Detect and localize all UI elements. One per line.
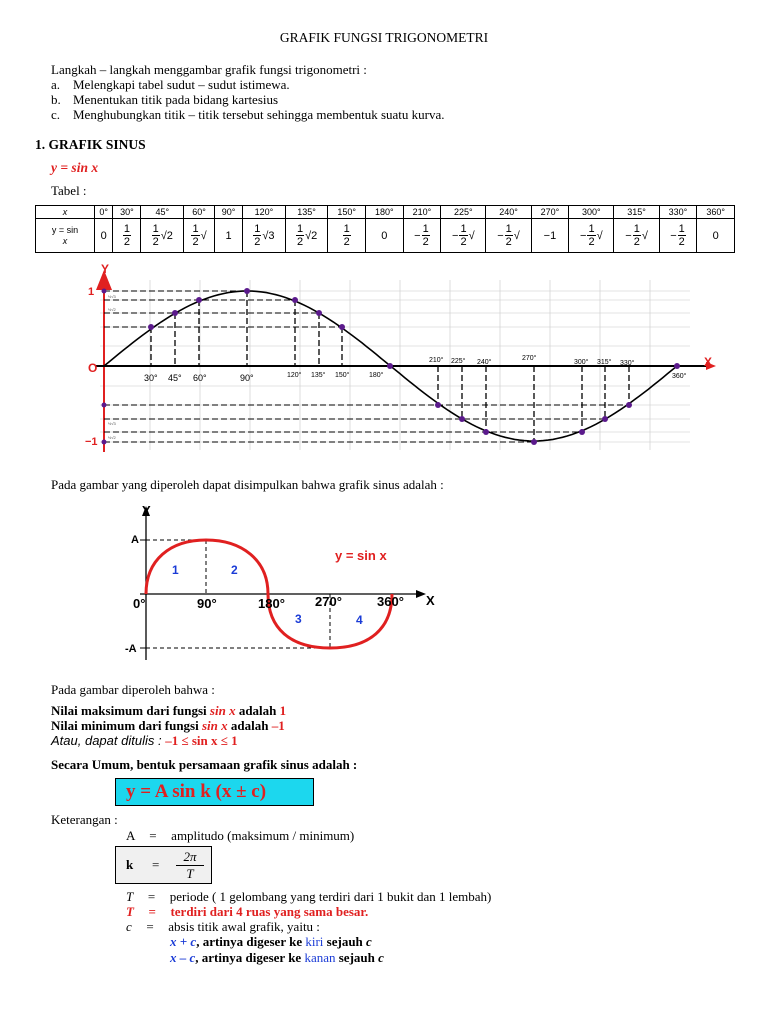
value-radical: √ [468, 229, 475, 242]
min-value-line: Nilai minimum dari fungsi sin x adalah –1 [51, 718, 285, 733]
svg-text:150°: 150° [335, 372, 350, 379]
svg-text:60°: 60° [193, 373, 207, 383]
svg-text:0°: 0° [133, 596, 146, 611]
table-angle-cell: 150° [328, 206, 366, 219]
small-label: ½√3 [108, 421, 116, 426]
value-radical: √3 [262, 229, 275, 242]
svg-text:300°: 300° [574, 359, 589, 366]
value-radical: √2 [160, 229, 173, 242]
sine-graph-detailed [85, 258, 735, 458]
table-value-cell [328, 219, 366, 253]
svg-text:90°: 90° [240, 373, 254, 383]
value-sign: − [414, 229, 421, 242]
y-axis-label: Y [101, 262, 110, 276]
svg-text:120°: 120° [287, 372, 302, 379]
equation-label: y = sin x [51, 160, 99, 175]
svg-text:30°: 30° [144, 373, 158, 383]
table-angle-cell: 120° [243, 206, 286, 219]
svg-text:210°: 210° [429, 357, 444, 364]
amplitude-label: A [131, 534, 139, 546]
value-fraction: $\frac{1}{2}$ [505, 223, 512, 248]
small-label: ½√2 [108, 307, 116, 312]
max-value-line: Nilai maksimum dari fungsi sin x adalah 1 [51, 703, 287, 718]
value-whole: 0 [100, 229, 107, 242]
table-angle-cell: 210° [403, 206, 441, 219]
label-origin: O [88, 361, 98, 375]
table-angle-cell: 270° [531, 206, 569, 219]
table-angle-cell: 45° [141, 206, 184, 219]
table-header-label: x [36, 206, 95, 219]
note-phase: c = absis titik awal grafik, yaitu : [126, 919, 320, 934]
intro-step: c. Menghubungkan titik – titik tersebut sehingga membentuk suatu kurva. [51, 107, 445, 122]
svg-text:240°: 240° [477, 359, 492, 366]
label-minus-one: −1 [85, 436, 98, 448]
value-table [35, 205, 735, 253]
table-value-cell [243, 219, 286, 253]
k-formula-box: k = 2π T [115, 846, 212, 884]
range-line: Atau, dapat ditulis : –1 ≤ sin x ≤ 1 [51, 733, 238, 748]
table-angle-cell: 0° [95, 206, 113, 219]
table-value-cell [697, 219, 735, 253]
small-label: ½√2 [108, 435, 116, 440]
value-fraction: $\frac{1}{2}$ [192, 223, 199, 248]
notes-label: Keterangan : [51, 812, 118, 827]
table-value-cell [366, 219, 404, 253]
value-radical: √ [200, 229, 207, 242]
svg-text:360°: 360° [377, 594, 404, 609]
angle-labels-upper [144, 371, 384, 383]
svg-text:360°: 360° [672, 373, 687, 380]
table-value-cell [215, 219, 243, 253]
value-sign: − [497, 229, 504, 242]
svg-text:45°: 45° [168, 373, 182, 383]
conclusion-text: Pada gambar yang diperoleh dapat disimpulkan bahwa grafik sinus adalah : [51, 477, 444, 492]
table-value-cell [285, 219, 328, 253]
y-axis-label-2: Y [142, 503, 151, 518]
table-value-cell [441, 219, 486, 253]
value-fraction: $\frac{1}{2}$ [152, 223, 159, 248]
svg-text:4: 4 [356, 613, 363, 627]
page-title: GRAFIK FUNGSI TRIGONOMETRI [279, 30, 489, 45]
table-angle-cell: 240° [486, 206, 531, 219]
value-fraction: $\frac{1}{2}$ [588, 223, 595, 248]
x-axis-label-2: X [426, 593, 435, 608]
table-angle-cell: 330° [659, 206, 697, 219]
value-sign: − [670, 229, 677, 242]
value-fraction: $\frac{1}{2}$ [678, 223, 685, 248]
table-value-cell [486, 219, 531, 253]
value-sign: − [625, 229, 632, 242]
svg-text:330°: 330° [620, 360, 635, 367]
table-angle-cell: 90° [215, 206, 243, 219]
value-fraction: $\frac{1}{2}$ [460, 223, 467, 248]
table-label: Tabel : [51, 183, 87, 198]
value-fraction: $\frac{1}{2}$ [633, 223, 640, 248]
table-value-cell [95, 219, 113, 253]
value-fraction: $\frac{1}{2}$ [422, 223, 429, 248]
value-fraction: $\frac{1}{2}$ [254, 223, 261, 248]
table-value-cell [614, 219, 659, 253]
value-radical: √ [596, 229, 603, 242]
value-whole: −1 [543, 229, 557, 242]
svg-text:225°: 225° [451, 358, 466, 365]
value-fraction: $\frac{1}{2}$ [296, 223, 304, 248]
table-angle-cell: 30° [113, 206, 141, 219]
small-label: ½√3 [108, 294, 116, 299]
intro-step: a. Melengkapi tabel sudut – sudut istimewa. [51, 77, 290, 92]
sine-graph-simplified [120, 500, 450, 665]
table-angle-cell: 300° [569, 206, 614, 219]
table-angle-cell: 135° [285, 206, 328, 219]
svg-text:135°: 135° [311, 372, 326, 379]
table-value-cell [531, 219, 569, 253]
curve-label: y = sin x [335, 548, 387, 563]
table-value-cell [113, 219, 141, 253]
x-axis-label: X [704, 355, 713, 369]
section-heading: 1. GRAFIK SINUS [35, 137, 146, 152]
observation-text: Pada gambar diperoleh bahwa : [51, 682, 215, 697]
table-angle-cell: 225° [441, 206, 486, 219]
value-whole: 0 [712, 229, 719, 242]
value-sign: − [580, 229, 587, 242]
table-value-cell [184, 219, 215, 253]
svg-text:315°: 315° [597, 359, 612, 366]
table-angle-cell: 315° [614, 206, 659, 219]
table-value-cell [141, 219, 184, 253]
svg-text:1: 1 [172, 563, 179, 577]
general-formula: y = A sin k (x ± c) [115, 778, 314, 806]
neg-amplitude-label: -A [125, 643, 137, 655]
table-angle-cell: 360° [697, 206, 735, 219]
table-value-cell [659, 219, 697, 253]
intro-step: b. Menentukan titik pada bidang kartesius [51, 92, 279, 107]
svg-text:3: 3 [295, 612, 302, 626]
value-whole: 1 [225, 229, 232, 242]
table-row-label: y = sin x [36, 219, 95, 253]
value-radical: √ [641, 229, 648, 242]
table-value-cell [403, 219, 441, 253]
note-period: T = periode ( 1 gelombang yang terdiri dari 1 bukit dan 1 lembah) [126, 889, 492, 904]
note-shift-right: x – c, artinya digeser ke kanan sejauh c [170, 950, 384, 965]
note-shift-left: x + c, artinya digeser ke kiri sejauh c [170, 934, 372, 949]
table-angle-cell: 180° [366, 206, 404, 219]
svg-text:180°: 180° [369, 372, 384, 379]
value-fraction: $\frac{1}{2}$ [123, 223, 130, 248]
svg-text:270°: 270° [522, 355, 537, 362]
table-value-cell [569, 219, 614, 253]
value-radical: √ [513, 229, 520, 242]
value-fraction: $\frac{1}{2}$ [343, 223, 350, 248]
value-whole: 0 [381, 229, 388, 242]
svg-text:2: 2 [231, 563, 238, 577]
svg-text:90°: 90° [197, 596, 217, 611]
general-heading: Secara Umum, bentuk persamaan grafik sinus adalah : [51, 757, 358, 772]
value-sign: − [452, 229, 459, 242]
svg-text:180°: 180° [258, 596, 285, 611]
value-radical: √2 [305, 229, 318, 242]
note-amplitude: A = amplitudo (maksimum / minimum) [126, 828, 355, 843]
intro-block [51, 62, 445, 122]
x-ticks-2 [133, 594, 404, 611]
intro-lead: Langkah – langkah menggambar grafik fungsi trigonometri : [51, 62, 367, 77]
note-period-parts: T = terdiri dari 4 ruas yang sama besar. [126, 904, 369, 919]
table-angle-cell: 60° [184, 206, 215, 219]
label-one: 1 [88, 286, 95, 298]
svg-text:270°: 270° [315, 594, 342, 609]
